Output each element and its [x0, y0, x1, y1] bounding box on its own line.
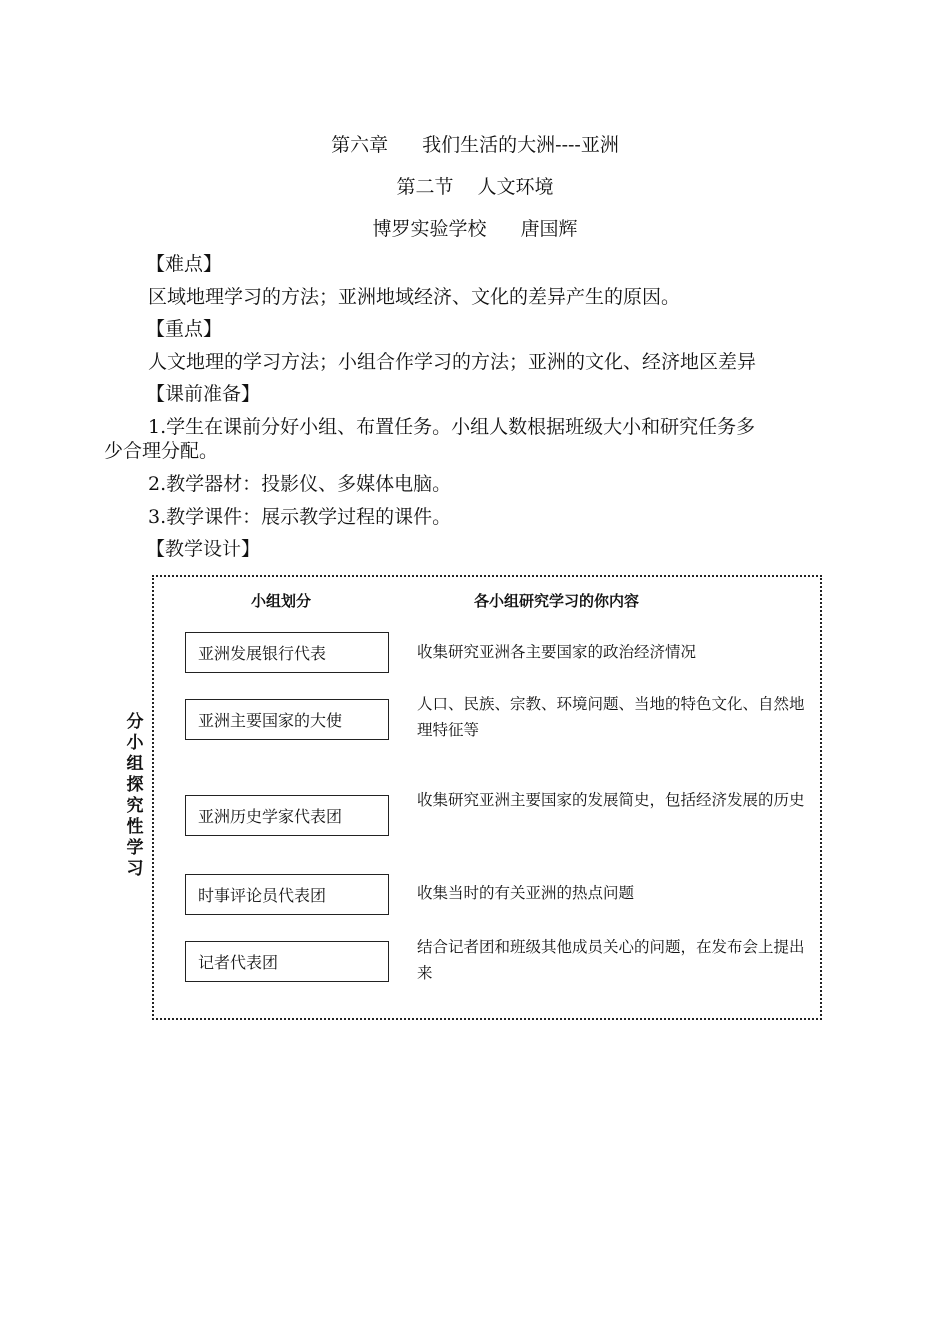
difficulty-text: 区域地理学习的方法；亚洲地域经济、文化的差异产生的原因。	[148, 286, 681, 308]
school-name: 博罗实验学校	[372, 218, 487, 240]
column-header-group: 小组划分	[251, 592, 312, 610]
key-heading: 【重点】	[146, 318, 223, 340]
prep-item-3: 3.教学课件：展示教学过程的课件。	[148, 506, 452, 528]
column-header-content: 各小组研究学习的你内容	[474, 592, 640, 610]
group-box: 亚洲主要国家的大使	[185, 699, 389, 740]
prep-item-1-line-2: 少合理分配。	[104, 440, 219, 462]
chapter-name: 我们生活的大洲----亚洲	[422, 134, 619, 156]
diagram-side-label: 分小组探究性学习	[126, 712, 144, 879]
group-box: 亚洲历史学家代表团	[185, 795, 389, 836]
section-number: 第二节	[396, 176, 454, 198]
section-title	[0, 176, 950, 198]
group-box: 记者代表团	[185, 941, 389, 982]
group-box: 亚洲发展银行代表	[185, 632, 389, 673]
group-box: 时事评论员代表团	[185, 874, 389, 915]
chapter-number: 第六章	[331, 134, 389, 156]
prep-item-1-line-1: 1.学生在课前分好小组、布置任务。小组人数根据班级大小和研究任务多	[148, 416, 756, 438]
prep-heading: 【课前准备】	[146, 383, 261, 405]
author-line	[0, 218, 950, 240]
group-content: 收集当时的有关亚洲的热点问题	[417, 884, 635, 902]
difficulty-heading: 【难点】	[146, 253, 223, 275]
key-text: 人文地理的学习方法；小组合作学习的方法；亚洲的文化、经济地区差异	[148, 351, 757, 373]
design-heading: 【教学设计】	[146, 538, 261, 560]
chapter-title	[0, 134, 950, 156]
group-content: 收集研究亚洲主要国家的发展简史，包括经济发展的历史	[417, 791, 805, 809]
prep-item-2: 2.教学器材：投影仪、多媒体电脑。	[148, 473, 452, 495]
author-name: 唐国辉	[520, 218, 578, 240]
group-content: 收集研究亚洲各主要国家的政治经济情况	[417, 643, 697, 661]
group-content: 结合记者团和班级其他成员关心的问题，在发布会上提出来	[417, 938, 805, 982]
group-study-diagram	[152, 575, 822, 1020]
section-name: 人文环境	[477, 176, 554, 198]
group-content: 人口、民族、宗教、环境问题、当地的特色文化、自然地理特征等	[417, 695, 805, 739]
